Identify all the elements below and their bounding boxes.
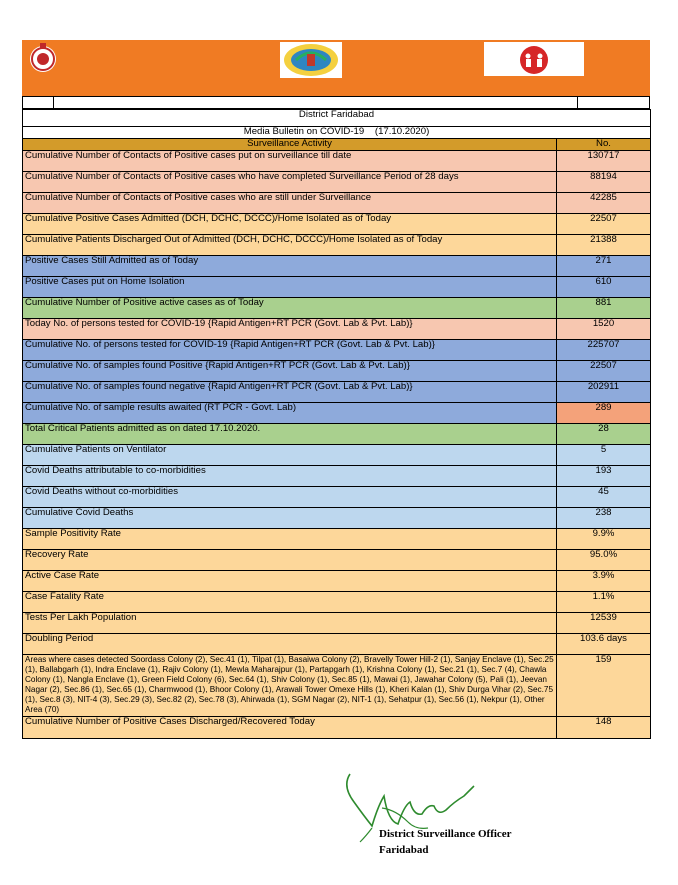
row-value: 22507 [557,361,651,382]
row-label: Positive Cases Still Admitted as of Today [23,256,557,277]
discharged-today-label: Cumulative Number of Positive Cases Discharged/Recovered Today [23,717,557,739]
table-row [23,151,651,172]
table-row [23,487,651,508]
row-label: Total Critical Patients admitted as on dated 17.10.2020. [23,424,557,445]
signature-block [379,826,512,858]
discharged-today-value: 148 [557,717,651,739]
table-row [23,592,651,613]
row-label: Case Fatality Rate [23,592,557,613]
table-row [23,634,651,655]
table-row [23,571,651,592]
table-row [23,319,651,340]
table-row [23,193,651,214]
header-banner [22,40,650,96]
row-label: Cumulative Number of Positive active cases as of Today [23,298,557,319]
header-separator-row [22,96,650,109]
column-header-activity: Surveillance Activity [23,139,557,151]
table-row [23,550,651,571]
table-row [23,424,651,445]
table-row [23,466,651,487]
district-title: District Faridabad [23,110,651,127]
bulletin-subtitle [23,127,651,139]
row-value: 5 [557,445,651,466]
row-value: 1520 [557,319,651,340]
column-header-no: No. [557,139,651,151]
row-value: 103.6 days [557,634,651,655]
row-label: Doubling Period [23,634,557,655]
table-row [23,403,651,424]
row-value: 3.9% [557,571,651,592]
row-label: Today No. of persons tested for COVID-19 {Rapid Antigen+RT PCR (Govt. Lab & Pvt. Lab)} [23,319,557,340]
row-label: Cumulative Number of Contacts of Positive cases who have completed Surveillance Period of 28 days [23,172,557,193]
row-value: 1.1% [557,592,651,613]
row-value: 95.0% [557,550,651,571]
row-label: Covid Deaths attributable to co-morbidities [23,466,557,487]
row-label: Cumulative No. of samples found Positive {Rapid Antigen+RT PCR (Govt. Lab & Pvt. Lab)} [23,361,557,382]
row-label: Recovery Rate [23,550,557,571]
row-value: 202911 [557,382,651,403]
row-label: Cumulative Patients Discharged Out of Admitted (DCH, DCHC, DCCC)/Home Isolated as of Today [23,235,557,256]
table-row [23,214,651,235]
row-label: Cumulative No. of persons tested for COVID-19 {Rapid Antigen+RT PCR (Govt. Lab & Pvt. Lab)} [23,340,557,361]
officer-place: Faridabad [379,844,429,856]
areas-detected-label: Areas where cases detected Soordass Colony (2), Sec.41 (1), Tilpat (1), Basaiwa Colony (2), Bravelly Tower Hill-2 (1), Sanjay Enclave (1), Sec.25 (1), Ballabgarh (1), Indra Enclave (1), Rajiv Colony (1), Mewla Maharajpur (1), Partapgarh (1), Krishna Colony (1), Sec.21 (1), Sec.7 (4), Chawla Colony (1), Nangla Enclave (1), Green Field Colony (6), Sec.64 (1), Shiv Colony (1), Sec.85 (1), Mawai (1), Jawahar Colony (5), Pali (1), Jeevan Nagar (2), Sec.86 (1), Sec.65 (1), Charmwood (1), Bhoor Colony (1), Arawali Tower Omexe Hills (1), Kheri Kalan (1), Shiv Durga Vihar (2), Sec.75 (1), Sec.8 (3), NIT-4 (3), Sec.29 (3), Sec.82 (2), Sec.78 (3), Ahirwada (1), SGM Nagar (2), NIT-1 (1), Sehatpur (1), Sec.56 (1), Nekpur (1), Other Area (70) [23,655,557,717]
row-label: Cumulative Covid Deaths [23,508,557,529]
table-row [23,445,651,466]
row-label: Positive Cases put on Home Isolation [23,277,557,298]
row-value: 193 [557,466,651,487]
areas-row [23,655,651,717]
row-label: Covid Deaths without co-morbidities [23,487,557,508]
row-value: 271 [557,256,651,277]
table-row [23,340,651,361]
row-label: Cumulative No. of sample results awaited (RT PCR - Govt. Lab) [23,403,557,424]
row-value: 9.9% [557,529,651,550]
row-value: 238 [557,508,651,529]
row-value: 45 [557,487,651,508]
row-label: Cumulative Number of Contacts of Positive cases put on surveillance till date [23,151,557,172]
table-row [23,613,651,634]
row-value: 42285 [557,193,651,214]
row-value: 12539 [557,613,651,634]
row-value: 22507 [557,214,651,235]
family-welfare-logo-icon [484,42,584,76]
areas-detected-value: 159 [557,655,651,717]
row-label: Cumulative Patients on Ventilator [23,445,557,466]
table-row [23,172,651,193]
bulletin-date: (17.10.2020) [374,126,430,137]
surveillance-table [22,109,651,739]
row-value: 21388 [557,235,651,256]
discharged-today-row [23,717,651,739]
haryana-emblem-icon [22,40,62,74]
row-value: 88194 [557,172,651,193]
row-value: 289 [557,403,651,424]
row-label: Active Case Rate [23,571,557,592]
row-value: 130717 [557,151,651,172]
row-value: 28 [557,424,651,445]
row-label: Cumulative Positive Cases Admitted (DCH, DCHC, DCCC)/Home Isolated as of Today [23,214,557,235]
table-row [23,508,651,529]
row-value: 610 [557,277,651,298]
health-department-logo-icon [280,42,342,78]
row-value: 225707 [557,340,651,361]
table-row [23,277,651,298]
row-label: Cumulative No. of samples found negative {Rapid Antigen+RT PCR (Govt. Lab & Pvt. Lab)} [23,382,557,403]
table-row [23,382,651,403]
row-value: 881 [557,298,651,319]
table-row [23,256,651,277]
row-label: Tests Per Lakh Population [23,613,557,634]
row-label: Cumulative Number of Contacts of Positive cases who are still under Surveillance [23,193,557,214]
row-label: Sample Positivity Rate [23,529,557,550]
table-row [23,361,651,382]
table-row [23,529,651,550]
table-row [23,298,651,319]
officer-title: District Surveillance Officer [379,828,512,840]
table-row [23,235,651,256]
bulletin-name: Media Bulletin on COVID-19 [243,126,365,137]
